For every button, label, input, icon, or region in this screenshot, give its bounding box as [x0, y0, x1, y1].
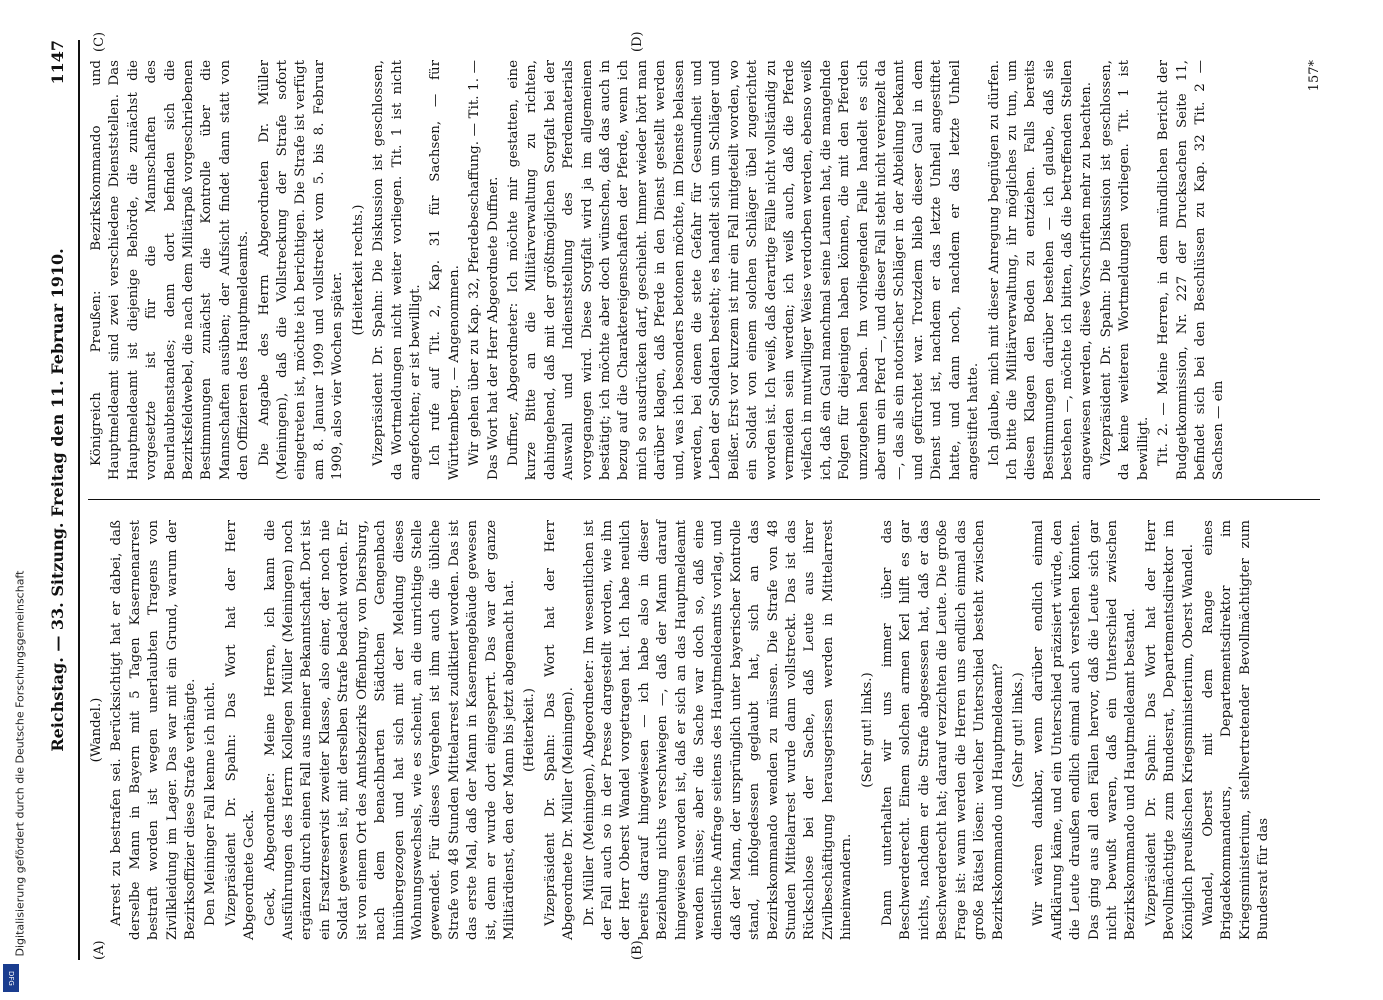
paragraph: Ich rufe auf Tit. 2, Kap. 31 für Sachsen, — für Württemberg. — Angenommen. — [428, 60, 462, 480]
page — [30, 0, 1350, 1000]
paragraph: Vizepräsident Dr. Spahn: Die Diskussion ist geschlossen, da Wortmeldungen nicht weiter vorliegen. Tit. 1 ist nicht angefochten; er ist bewilligt. — [371, 60, 423, 480]
paragraph: Dann unterhalten wir uns immer über das Beschwerderecht. Einem solchen armen Kerl hilft es gar nichts, nachdem er die Strafe abgesessen hat, daß er das Beschwerderecht hat; darauf verzichten die Leute. Die große Frage ist: wann werden die Herren uns endlich einmal das große Rätsel lösen: welcher Unterschied besteht zwischen Bezirkskommando und Hauptmeldeamt? — [880, 520, 1006, 940]
paragraph: Vizepräsident Dr. Spahn: Das Wort hat der Herr Abgeordnete Dr. Müller (Meiningen). — [542, 520, 577, 940]
paragraph: Tit. 2. — Meine Herren, in dem mündlichen Bericht der Budgetkommission, Nr. 227 der Drucksachen Seite 11, befindet sich bei den Beschlüssen zu Kap. 32 Tit. 2 — Sachsen — ein — [1156, 60, 1227, 480]
dfg-logo-icon: DFG — [3, 964, 19, 992]
column-left — [88, 520, 1276, 940]
margin-letter-d: (D) — [630, 31, 645, 52]
paragraph: Dr. Müller (Meiningen), Abgeordneter: Im wesentlichen ist der Fall auch so in der Presse dargestellt worden, wie ihn der Herr Oberst Wandel vorgetragen hat. Ich habe neulich bereits darauf hingewiesen — ich habe also in dieser Beziehung nichts verschwiegen —, daß der Mann darauf hingewiesen worden ist, daß er sich an das Hauptmeldeamt wenden müsse; aber die Sache war doch so, daß eine dienstliche Anfrage seitens des Hauptmeldeamts vorlag, und daß der Mann, der ursprünglich unter bayerischer Kontrolle stand, infolgedessen geglaubt hat, sich an das Bezirkskommando wenden zu müssen. Die Strafe von 48 Stunden Mittelarrest wurde dann vollstreckt. Das ist das Rückschlose bei der Sache, daß Leute aus ihrer Zivilbeschäftigung herausgerissen werden in Mittelarrest hineinwandern. — [581, 520, 855, 940]
paragraph: Vizepräsident Dr. Spahn: Das Wort hat der Herr Bevollmächtigte zum Bundesrat, Departementsdirektor im Königlich preußischen Kriegsministerium, Oberst Wandel. — [1143, 520, 1196, 940]
paragraph: Den Meininger Fall kenne ich nicht. — [203, 681, 219, 926]
paragraph: Duffner, Abgeordneter: Ich möchte mir gestatten, eine kurze Bitte an die Militärverwaltung zu richten, dahingehend, daß mit der größtmöglichen Sorgfalt bei der Auswahl und Indienststellung des Pferdematerials vorgegangen wird. Diese Sorgfalt wird ja im allgemeinen bestätigt; ich möchte aber doch wünschen, daß das auch in bezug auf die Charaktereigenschaften der Pferde, wenn ich mich so ausdrücken darf, geschieht. Immer wieder hört man darüber klagen, daß Pferde in den Dienst gestellt werden und, was ich besonders betonen möchte, im Dienste belassen werden, bei denen die stete Gefahr für Gesundheit und Leben der Soldaten besteht; es handelt sich um Schläger und Beißer. Erst vor kurzem ist mir ein Fall mitgeteilt worden, wo ein Soldat von einem solchen Schläger übel zugerichtet worden ist. Ich weiß, daß derartige Fälle nicht vollständig zu vermeiden sein werden; ich weiß auch, daß die Pferde vielfach in mutwilliger Weise verdorben werden, ebenso weiß ich, daß ein Gaul manchmal seine Launen hat, die mangelnde Folgen für diejenigen haben können, die mit den Pferden umzugehen haben. Im vorliegenden Falle handelt es sich aber um ein Pferd —, und dieser Fall steht nicht vereinzelt da —, das als ein notorischer Schläger in der Abteilung bekannt und gefürchtet war. Trotzdem blieb dieser Gaul in dem Dienst und ist, nachdem er das letzte Unheil angestiftet hatte, und dann noch, nachdem er das letzte Unheil angestiftet hatte. — [505, 60, 982, 480]
paragraph: Arrest zu bestrafen sei. Berücksichtigt hat er dabei, daß derselbe Mann in Bayern mit 5 Tagen Kasernenarrest bestraft worden ist wegen unerlaubten Tragens von Zivilkleidung im Lager. Das war mit ein Grund, warum der Bezirksoffizier diese Strafe verhängte. — [109, 520, 199, 940]
paragraph: Vizepräsident Dr. Spahn: Die Diskussion ist geschlossen, da keine weiteren Wortmeldungen vorliegen. Tit. 1 ist bewilligt. — [1098, 60, 1151, 480]
column-divider — [88, 499, 1320, 500]
margin-letter-c: (C) — [92, 31, 107, 52]
paragraph: (Heiterkeit.) — [522, 688, 538, 772]
funding-credit: Digitalisierung gefördert durch die Deutsche Forschungsgemeinschaft — [13, 570, 27, 957]
paragraph: Königreich Preußen: Bezirkskommando und Hauptmeldeamt sind zwei verschiedene Dienststellen. Das Hauptmeldeamt ist diejenige Behörde, die zunächst die vorgesetzte ist für die Mannschaften des Beurlaubtenstandes; denn dort befinden sich die Bezirksfeldwebel, die nach dem Militärpaß vorgeschriebenen Bestimmungen zunächst die Kontrolle über die Mannschaften ausüben; der Aufsicht findet dann statt von den Offizieren des Hauptmeldeamts. — [89, 60, 252, 480]
paragraph: Wandel, Oberst mit dem Range eines Brigadekommandeurs, Departementsdirektor im Kriegsministerium, stellvertretender Bevollmächtigter zum Bundesrat für das — [1200, 520, 1272, 940]
paragraph: Wir gehen über zu Kap. 32, Pferdebeschaffung. — Tit. 1. — Das Wort hat der Herr Abgeordnete Duffner. — [467, 60, 501, 480]
paragraph: (Wandel.) — [89, 697, 104, 763]
paragraph: Wir wären dankbar, wenn darüber endlich einmal Aufklärung käme, und ein Unterschied präzisiert würde, den die Leute draußen endlich einmal auch verstehen könnten. Das ging aus all den Fällen hervor, daß die Leute sich gar nicht bewußt waren, daß ein Unterschied zwischen Bezirkskommando und Hauptmeldeamt bestand. — [1031, 520, 1139, 940]
margin-letter-b: (B) — [630, 940, 645, 960]
paragraph: Die Angabe des Herrn Abgeordneten Dr. Müller (Meiningen), daß die Vollstreckung der Strafe sofort eingetreten ist, möchte ich berichtigen. Die Strafe ist verfügt am 8. Januar 1909 und vollstreckt vom 5. bis 8. Februar 1909, also vier Wochen später. — [256, 60, 346, 480]
paragraph: Vizepräsident Dr. Spahn: Das Wort hat der Herr Abgeordnete Geck. — [223, 520, 258, 940]
paragraph: (Heiterkeit rechts.) — [350, 204, 366, 336]
page-header — [48, 40, 74, 960]
paragraph: Ich glaube, mich mit dieser Anregung begnügen zu dürfen. Ich bitte die Militärverwaltung, ihr mögliches zu tun, um diesen Klagen den Boden zu entziehen. Falls bereits Bestimmungen darüber bestehen — ich glaube, daß sie bestehen —, möchte ich bitten, daß die betreffenden Stellen angewiesen werden, diese Vorschriften mehr zu beachten. — [986, 60, 1094, 480]
paragraph: Geck, Abgeordneter: Meine Herren, ich kann die Ausführungen des Herrn Kollegen Müller (Meiningen) noch ergänzen durch einen Fall aus meiner Bekanntschaft. Dort ist ein Ersatzreservist zweiter Klasse, also einer, der noch nie Soldat gewesen ist, mit derselben Strafe bedacht worden. Er ist von einem Ort des Amtsbezirks Offenburg, von Diersburg, nach dem benachbarten Städtchen Gengenbach hinübergezogen und hat sich mit der Meldung dieses Wohnungswechsels, wie es scheint, an die unrichtige Stelle gewendet. Für dieses Vergehen ist ihm auch die übliche Strafe von 48 Stunden Mittelarrest zudiktiert worden. Das ist das erste Mal, daß der Mann in Kasernengebäude gewesen ist, denn er wurde dort eingesperrt. Das war der ganze Militärdienst, den der Mann bis jetzt abgemacht hat. — [262, 520, 517, 940]
margin-letter-a: (A) — [92, 940, 107, 960]
paragraph: (Sehr gut! links.) — [1010, 672, 1026, 788]
rotated-page — [30, 0, 1350, 1000]
page-number: 1147 — [48, 40, 67, 85]
header-title: Reichstag. — 33. Sitzung. Freitag den 11. Februar 1910. — [48, 248, 67, 752]
header-rule — [78, 40, 80, 960]
digitization-sidebar — [0, 0, 27, 1000]
signature-mark: 157* — [1307, 60, 1322, 92]
paragraph: (Sehr gut! links.) — [859, 672, 875, 788]
column-right — [88, 60, 1231, 480]
